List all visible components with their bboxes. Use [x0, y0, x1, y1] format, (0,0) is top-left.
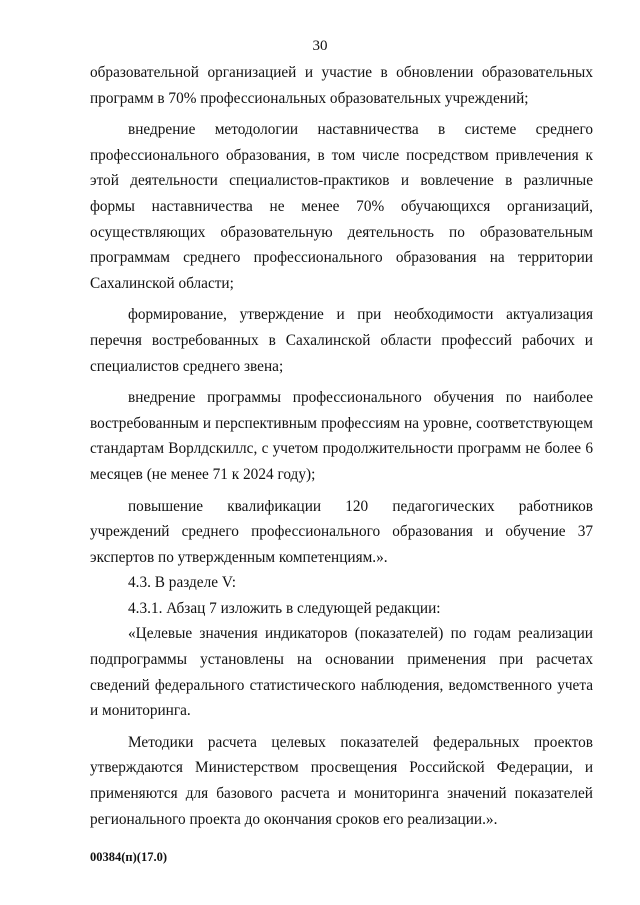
- paragraph-continuation: образовательной организацией и участие в обновлении образовательных программ в 70% профессиональных образовательных учреждений;: [90, 64, 593, 107]
- paragraph-amendment: 4.3.1. Абзац 7 изложить в следующей редакции:: [128, 599, 441, 617]
- paragraph-section-heading: 4.3. В разделе V:: [128, 574, 236, 592]
- paragraph-target-values: «Целевые значения индикаторов (показателей) по годам реализации подпрограммы установлены на основании применения при расчетах сведений федерального статистического наблюдения, ведомственного учета и мониторинга.: [90, 625, 593, 720]
- document-body: [90, 60, 593, 832]
- paragraph-methodology: Методики расчета целевых показателей федеральных проектов утверждаются Министерством просвещения Российской Федерации, и применяются для базового расчета и мониторинга значений показателей регионального проекта до окончания сроков его реализации.».: [90, 733, 593, 828]
- paragraph-qualification: повышение квалификации 120 педагогических работников учреждений среднего профессионального образования и обучение 37 экспертов по утвержденным компетенциям.».: [90, 497, 593, 566]
- paragraph-professions-list: формирование, утверждение и при необходимости актуализация перечня востребованных в Сахалинской области профессий рабочих и специалистов среднего звена;: [90, 306, 593, 375]
- footer-document-code: 00384(п)(17.0): [90, 850, 167, 864]
- paragraph-mentoring: внедрение методологии наставничества в системе среднего профессионального образования, в том числе посредством привлечения к этой деятельности специалистов-практиков и вовлечение в различные формы наставничества не менее 70% обучающихся организаций, осуществляющих образовательную деятельность по образовательным программам среднего профессионального образования на территории Сахалинской области;: [90, 121, 593, 292]
- page-number: 30: [312, 38, 328, 54]
- paragraph-training-program: внедрение программы профессионального обучения по наиболее востребованным и перспективным профессиям на уровне, соответствующем стандартам Ворлдскиллс, с учетом продолжительности программ не более 6 месяцев (не менее 71 к 2024 году);: [90, 389, 593, 483]
